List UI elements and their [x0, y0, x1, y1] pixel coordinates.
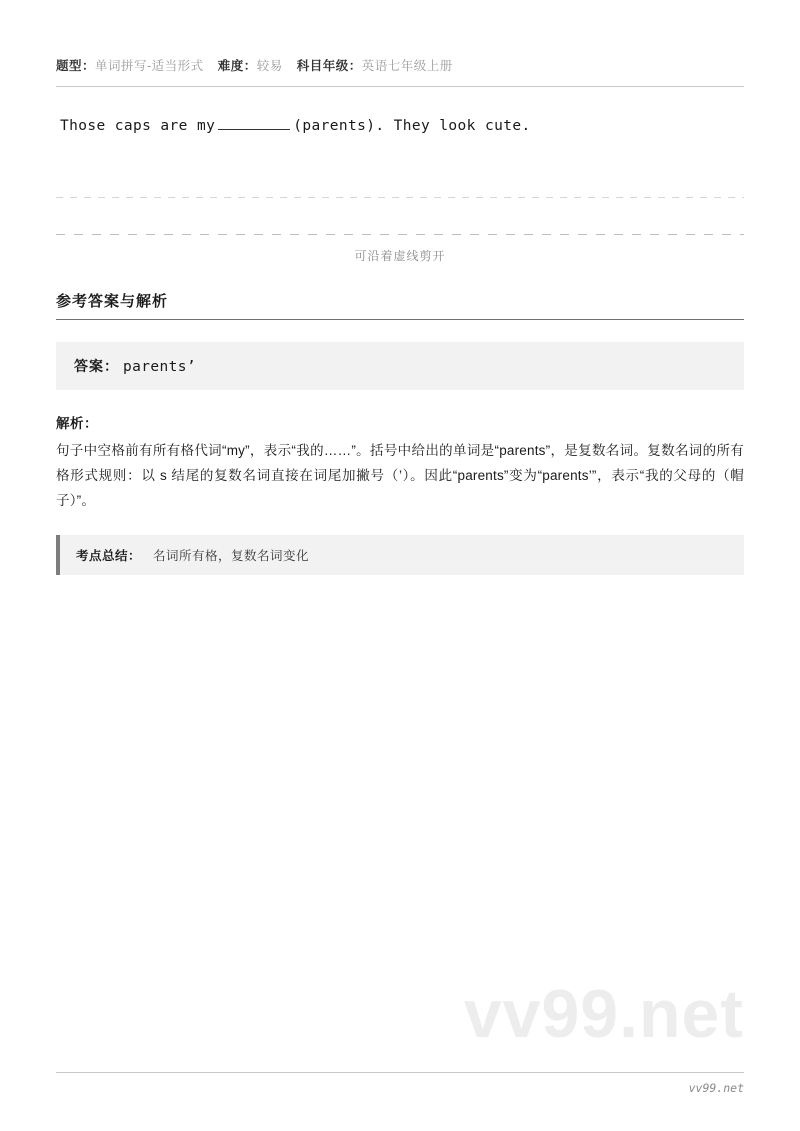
- answer-value: parents’: [123, 359, 197, 375]
- question-after-blank: (parents). They look cute.: [293, 118, 531, 134]
- writing-space: [56, 139, 744, 197]
- analysis-label: 解析：: [56, 416, 98, 431]
- section-title: 参考答案与解析: [56, 293, 169, 310]
- question-meta: [56, 56, 744, 86]
- page-footer: [56, 1072, 744, 1095]
- document-content: [56, 56, 744, 575]
- summary-box: [56, 535, 744, 575]
- answer-box: [56, 342, 744, 390]
- meta-difficulty-label: 难度：: [217, 59, 257, 73]
- analysis-text: 句子中空格前有所有格代词“my”，表示“我的……”。括号中给出的单词是“parents”，是复数名词。复数名词的所有格形式规则：以 s 结尾的复数名词直接在词尾加撇号（’）。因此“parents”变为“parents’”，表示“我的父母的（帽子）”。: [56, 443, 744, 508]
- meta-type-label: 题型：: [56, 59, 96, 73]
- footer-divider: [56, 1072, 744, 1073]
- summary-text: 名词所有格，复数名词变化: [153, 549, 310, 563]
- question-before-blank: Those caps are my: [60, 118, 216, 134]
- meta-type-value: 单词拼写-适当形式: [95, 59, 204, 73]
- cut-note: 可沿着虚线剪开: [354, 249, 446, 263]
- meta-subject-label: 科目年级：: [296, 59, 362, 73]
- answer-label: 答案：: [74, 358, 119, 374]
- meta-subject-value: 英语七年级上册: [361, 59, 453, 73]
- section-divider: [56, 319, 744, 320]
- meta-difficulty-value: 较易: [256, 59, 283, 73]
- watermark: vv99.net: [463, 976, 744, 1052]
- answer-blank[interactable]: [218, 129, 290, 130]
- footer-text: vv99.net: [688, 1081, 744, 1095]
- summary-label: 考点总结：: [76, 549, 142, 563]
- question-text: [56, 87, 744, 139]
- writing-space-lower: [56, 198, 744, 234]
